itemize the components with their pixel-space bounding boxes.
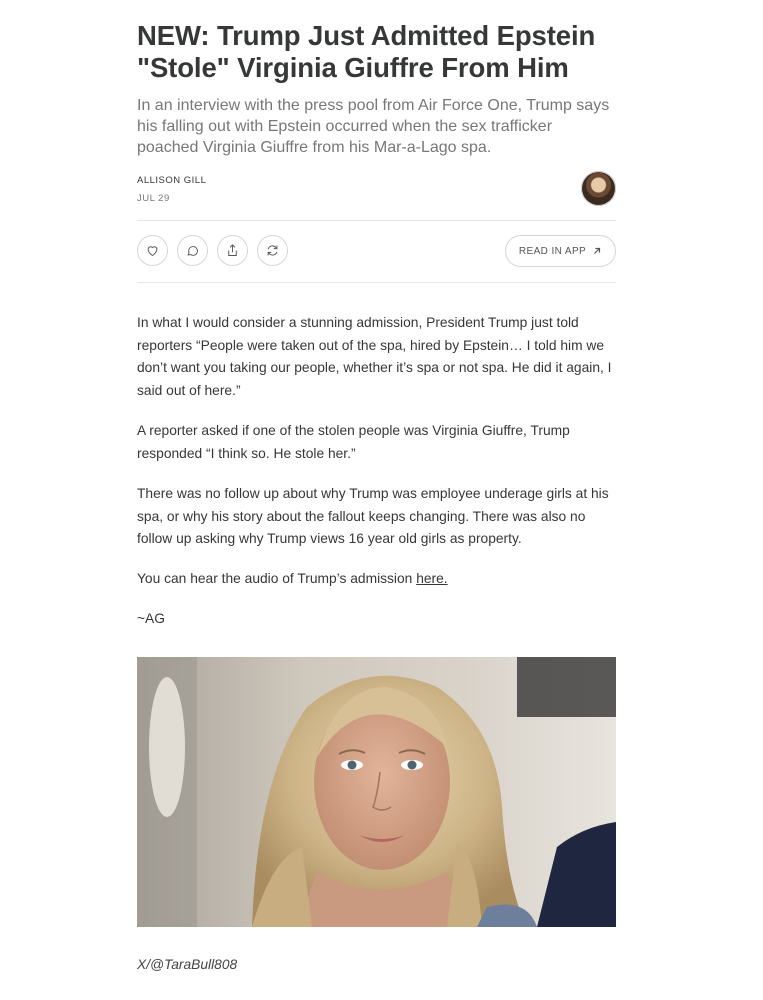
- post-title: NEW: Trump Just Admitted Epstein "Stole" Virginia Giuffre From Him: [137, 20, 596, 83]
- image-caption: X/@TaraBull808: [137, 957, 238, 972]
- restack-button[interactable]: [257, 235, 288, 266]
- paragraph-1: In what I would consider a stunning admission, President Trump just told reporters “People were taken out of the spa, hired by Epstein… I told him we don’t want you taking our people, whether it’s spa or not spa. He did it again, I said out of here.”: [137, 315, 612, 398]
- audio-link[interactable]: here.: [416, 571, 448, 586]
- like-button[interactable]: [137, 235, 168, 266]
- divider-top: [137, 220, 616, 221]
- paragraph-3: There was no follow up about why Trump was employee underage girls at his spa, or why his story about the fallout keeps changing. There was also no follow up asking why Trump views 16 year old girls as property.: [137, 486, 609, 546]
- portrait-photo: [137, 657, 616, 927]
- paragraph-2: A reporter asked if one of the stolen people was Virginia Giuffre, Trump responded “I think so. He stole her.”: [137, 423, 570, 461]
- arrow-up-right-icon: [592, 246, 602, 256]
- post-subtitle: In an interview with the press pool from Air Force One, Trump says his falling out with Epstein occurred when the sex trafficker poached Virginia Giuffre from his Mar-a-Lago spa.: [137, 97, 610, 156]
- author-avatar[interactable]: [581, 171, 616, 206]
- share-button[interactable]: [217, 235, 248, 266]
- read-in-app-label: READ IN APP: [518, 245, 587, 257]
- read-in-app-button[interactable]: [505, 235, 616, 267]
- share-icon: [225, 243, 240, 258]
- author-name[interactable]: ALLISON GILL: [137, 175, 207, 186]
- comment-icon: [185, 243, 200, 258]
- post-date: JUL 29: [137, 193, 170, 204]
- divider-bottom: [137, 282, 616, 283]
- paragraph-4-text: You can hear the audio of Trump’s admission: [137, 571, 417, 586]
- comment-button[interactable]: [177, 235, 208, 266]
- restack-icon: [265, 243, 280, 258]
- signature: ~AG: [137, 611, 165, 626]
- heart-icon: [145, 243, 160, 258]
- post-image[interactable]: [137, 657, 616, 927]
- paragraph-4: [137, 568, 616, 591]
